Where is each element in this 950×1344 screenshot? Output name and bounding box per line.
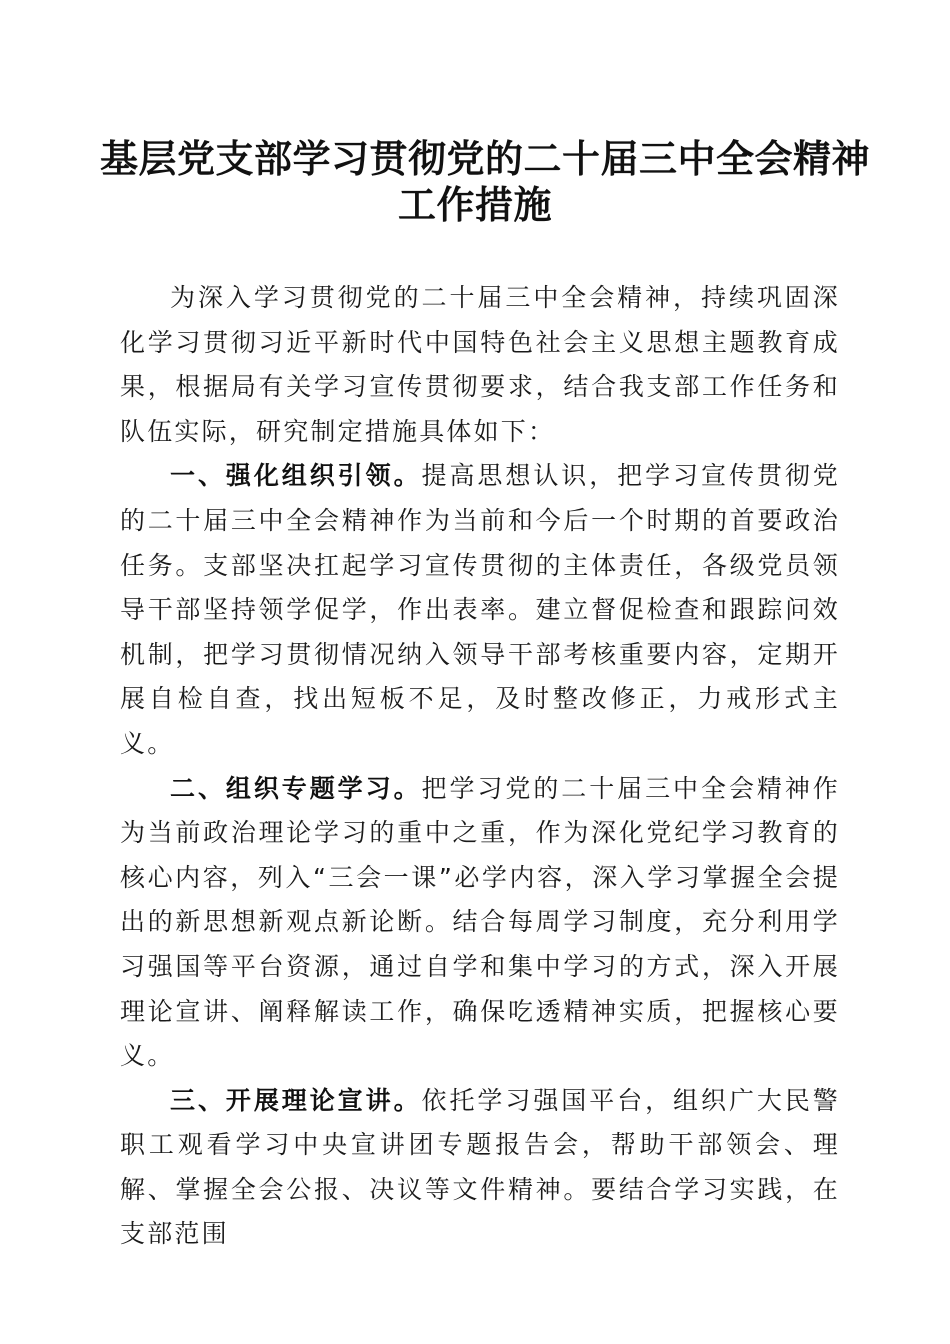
section-3-text: 依托学习强国平台，组织广大民警职工观看学习中央宣讲团专题报告会，帮助干部领会、理解、掌握全会公报、决议等文件精神。要结合学习实践，在支部范围 (120, 1085, 840, 1249)
section-3-heading: 三、开展理论宣讲。 (170, 1085, 422, 1115)
section-1-heading: 一、强化组织引领。 (170, 461, 422, 491)
section-3-paragraph (120, 1079, 840, 1257)
intro-text: 为深入学习贯彻党的二十届三中全会精神，持续巩固深化学习贯彻习近平新时代中国特色社会主义思想主题教育成果，根据局有关学习宣传贯彻要求，结合我支部工作任务和队伍实际，研究制定措施具体如下： (120, 283, 840, 446)
intro-paragraph (120, 276, 840, 454)
document-title-line-2: 工作措施 (397, 182, 552, 227)
section-2-heading: 二、组织专题学习。 (170, 773, 422, 803)
document-title-line-1: 基层党支部学习贯彻党的二十届三中全会精神 (100, 136, 871, 181)
section-2-paragraph (120, 767, 840, 1079)
section-1-paragraph (120, 454, 840, 766)
document-body (120, 276, 840, 1257)
section-1-text: 提高思想认识，把学习宣传贯彻党的二十届三中全会精神作为当前和今后一个时期的首要政治任务。支部坚决扛起学习宣传贯彻的主体责任，各级党员领导干部坚持领学促学，作出表率。建立督促检查和跟踪问效机制，把学习贯彻情况纳入领导干部考核重要内容，定期开展自检自查，找出短板不足，及时整改修正，力戒形式主义。 (120, 461, 840, 758)
section-2-text: 把学习党的二十届三中全会精神作为当前政治理论学习的重中之重，作为深化党纪学习教育的核心内容，列入“三会一课”必学内容，深入学习掌握全会提出的新思想新观点新论断。结合每周学习制度，充分利用学习强国等平台资源，通过自学和集中学习的方式，深入开展理论宣讲、阐释解读工作，确保吃透精神实质，把握核心要义。 (120, 773, 840, 1071)
